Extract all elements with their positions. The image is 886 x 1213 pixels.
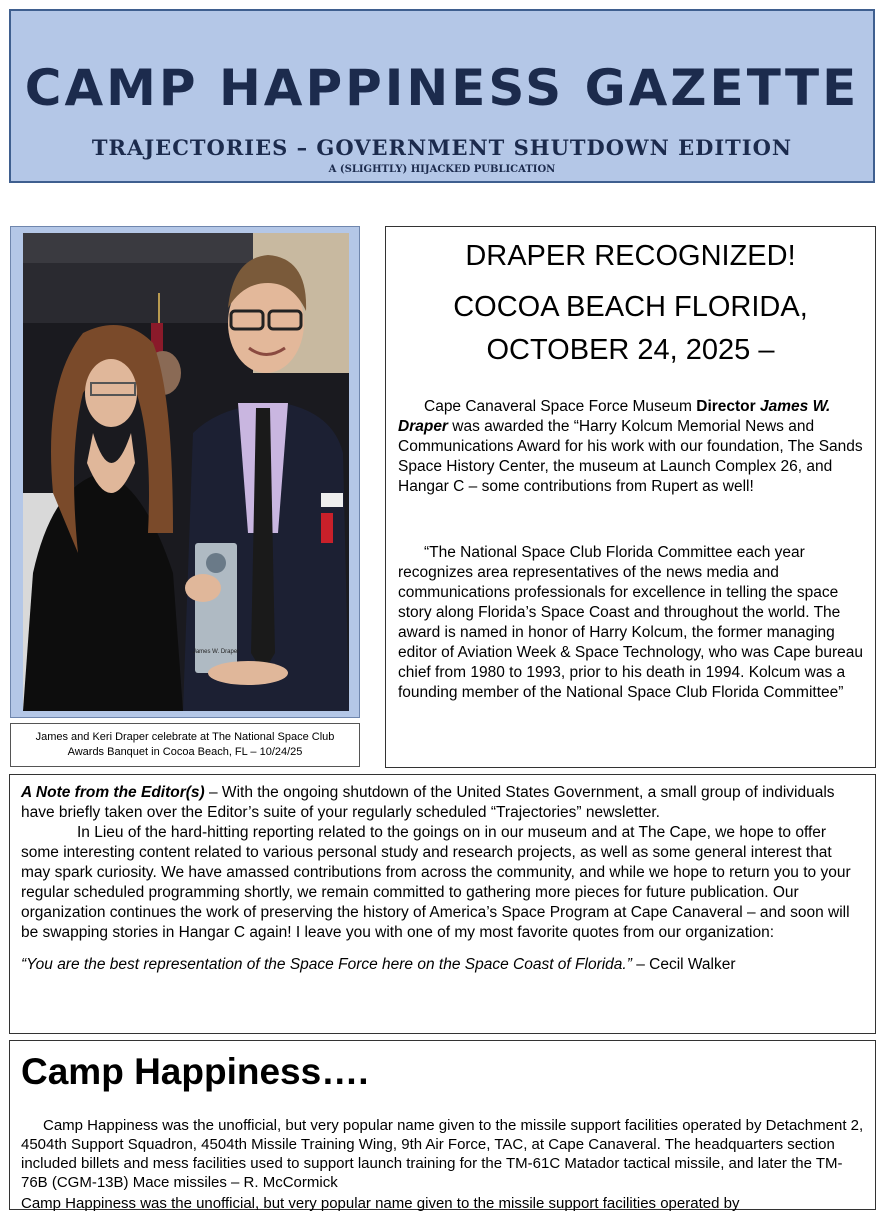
publication-tagline: A (SLIGHTLY) HIJACKED PUBLICATION <box>328 164 556 175</box>
photo-caption <box>10 723 360 767</box>
dateline-line-1: COCOA BEACH FLORIDA, <box>453 291 808 323</box>
editor-note-heading: A Note from the Editor(s) <box>21 784 205 801</box>
article-headline: DRAPER RECOGNIZED! <box>465 240 796 272</box>
editor-note-paragraph-2: In Lieu of the hard-hitting reporting related to the goings on in our museum and at The Cape, we hope to offer some interesting content related to various personal study and research projects, as well as some general interest that may spark curiosity. We have amassed contributions from across the community, and while we hope to return you to your regular scheduled programming shortly, we remain committed to gathering more pieces for future publication. Our organization continues the work of preserving the history of America’s Space Program at Cape Canaveral – and soon will be swapping stories in Hangar C again! I leave you with one of my most favorite quotes from our organization: <box>21 824 851 941</box>
photo-frame <box>10 226 360 718</box>
camp-happiness-paragraph-2: Camp Happiness was the unofficial, but very popular name given to the missile support facilities operated by <box>21 1195 740 1212</box>
caption-line-2: Awards Banquet in Cocoa Beach, FL – 10/24/25 <box>67 746 303 758</box>
draper-award-photo <box>23 233 349 711</box>
editor-note-paragraph-1: A Note from the Editor(s) – With the ongoing shutdown of the United States Government, a small group of individuals have briefly taken over the Editor’s suite of your regularly scheduled “Trajectories” newsletter. <box>21 784 835 821</box>
article-headline-block <box>386 235 875 372</box>
article-paragraph-1: Cape Canaveral Space Force Museum Director James W. Draper was awarded the “Harry Kolcum Memorial News and Communications Award for his work with our foundation, The Sands Space History Center, the museum at Launch Complex 26, and Hangar C – some contributions from Rupert as well! <box>398 398 863 495</box>
article-paragraph-2: “The National Space Club Florida Committee each year recognizes area representatives of the news media and communications professionals for excellence in telling the space story along Florida’s Space Coast and throughout the world. The award is named in honor of Harry Kolcum, the former managing editor of Aviation Week & Space Technology, who was Cape bureau chief from 1980 to 1993, prior to his death in 1994. Kolcum was a founding member of the National Space Club Florida Committee” <box>398 544 864 701</box>
editor-quote: “You are the best representation of the Space Force here on the Space Coast of Florida.” – Cecil Walker <box>21 956 736 973</box>
dateline-line-2: OCTOBER 24, 2025 – <box>486 334 775 366</box>
newsletter-title: CAMP HAPPINESS GAZETTE <box>24 59 860 117</box>
camp-happiness-section <box>9 1040 876 1210</box>
caption-line-1: James and Keri Draper celebrate at The National Space Club <box>35 731 335 743</box>
edition-subtitle: TRAJECTORIES – GOVERNMENT SHUTDOWN EDITION <box>91 135 793 160</box>
masthead <box>9 9 875 183</box>
editor-note <box>9 774 876 1034</box>
camp-happiness-title: Camp Happiness…. <box>21 1051 369 1092</box>
draper-article <box>385 226 876 768</box>
award-plaque-text: James W. Draper <box>192 649 240 655</box>
camp-happiness-paragraph-1: Camp Happiness was the unofficial, but very popular name given to the missile support facilities operated by Detachment 2, 4504th Support Squadron, 4504th Missile Training Wing, 9th Air Force, TAC, at Cape Canaveral. The headquarters section included billets and mess facilities used to support launch training for the TM-61C Matador tactical missile, and later the TM-76B (CGM-13B) Mace missiles – R. McCormick <box>21 1117 864 1191</box>
